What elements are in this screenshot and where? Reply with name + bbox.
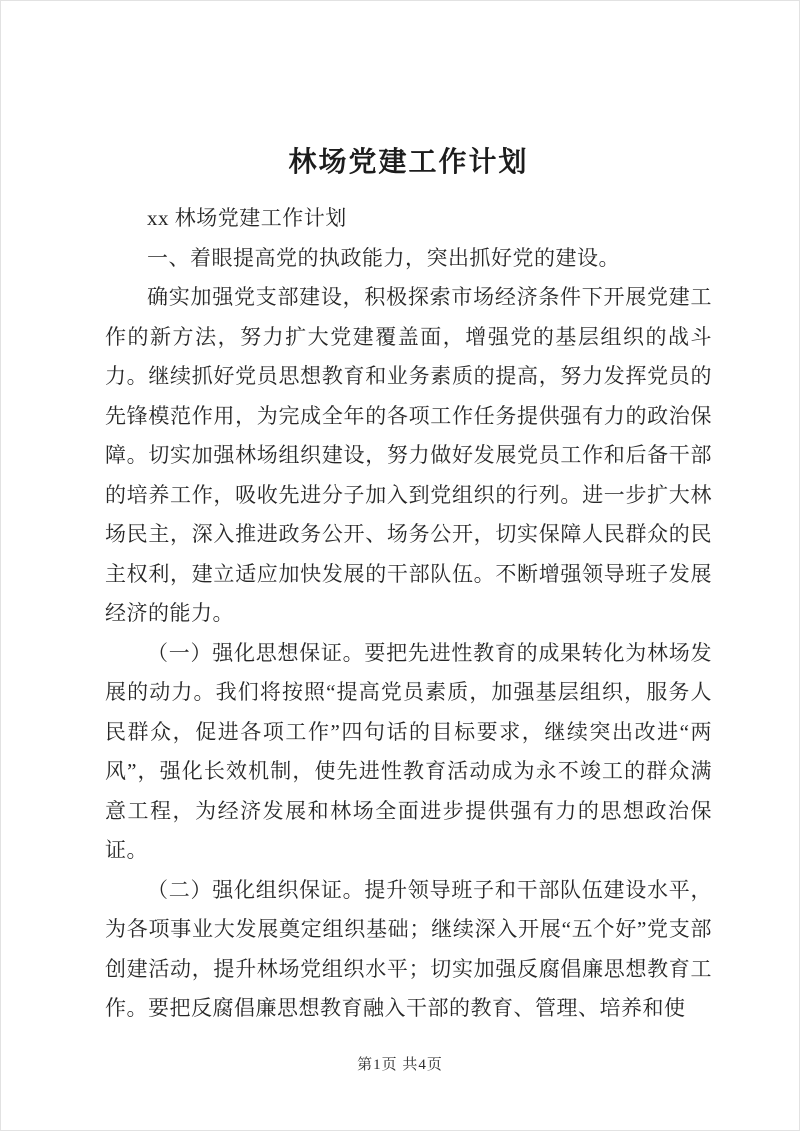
document-title: 林场党建工作计划 [288,147,529,178]
paragraph: xx 林场党建工作计划 [147,206,347,230]
paragraph: 一、着眼提高党的执政能力，突出抓好党的建设。 [147,245,620,270]
paragraph-container [105,199,712,1029]
paragraph: （二）强化组织保证。提升领导班子和干部队伍建设水平，为各项事业大发展奠定组织基础；继续深入开展“五个好”党支部创建活动，提升林场党组织水平；切实加强反腐倡廉思想教育工作。要把反腐倡廉思想教育融入干部的教育、管理、培养和使 [105,877,712,1020]
paragraph: 确实加强党支部建设，积极探索市场经济条件下开展党建工作的新方法，努力扩大党建覆盖面，增强党的基层组织的战斗力。继续抓好党员思想教育和业务素质的提高，努力发挥党员的先锋模范作用，为完成全年的各项工作任务提供强有力的政治保障。切实加强林场组织建设，努力做好发展党员工作和后备干部的培养工作，吸收先进分子加入到党组织的行列。进一步扩大林场民主，深入推进政务公开、场务公开，切实保障人民群众的民主权利，建立适应加快发展的干部队伍。不断增强领导班子发展经济的能力。 [105,285,712,625]
page-number-indicator: 第1页 共4页 [357,1057,443,1073]
page-footer [1,1053,799,1074]
document-body [105,143,712,1029]
paragraph: （一）强化思想保证。要把先进性教育的成果转化为林场发展的动力。我们将按照“提高党员素质，加强基层组织，服务人民群众，促进各项工作”四句话的目标要求，继续突出改进“两风”，强化长效机制，使先进性教育活动成为永不竣工的群众满意工程，为经济发展和林场全面进步提供强有力的思想政治保证。 [105,640,712,862]
